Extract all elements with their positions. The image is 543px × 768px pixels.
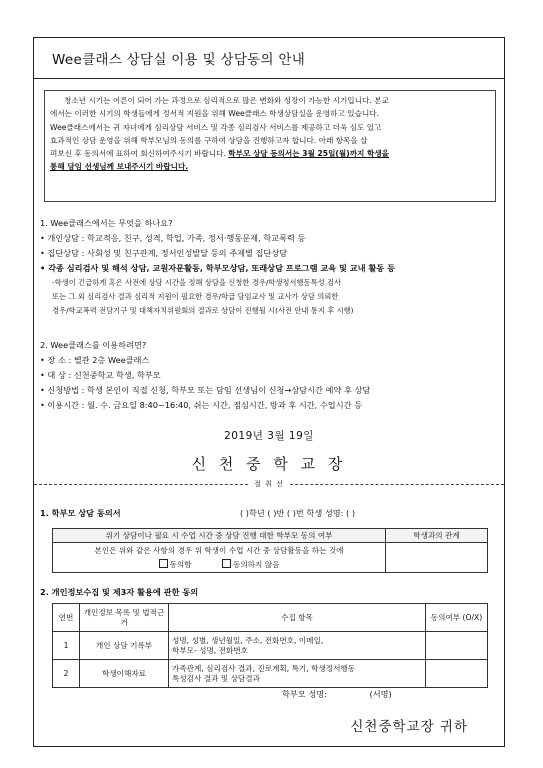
row-collect (169, 660, 426, 688)
parent-name-label: 학부모 성명: (282, 689, 327, 699)
list-item-detail: 또는 그 외 심리검사 결과 심리적 지원이 필요한 경우/학급 담임교사 및 교사가 상담 의뢰한 (52, 292, 339, 301)
row-collect-line: 학부모- 성명, 전화번호 (172, 645, 249, 655)
privacy-table (52, 603, 488, 688)
row-no: 1 (53, 632, 80, 660)
row-agree-cell[interactable] (426, 632, 488, 660)
parent-signature-line (282, 689, 392, 699)
title-divider (34, 78, 504, 79)
row-collect-line: 특성검사 결과 및 상담결과 (172, 673, 260, 683)
cut-label: 절 취 선 (248, 480, 290, 488)
consent-table-header: 위기 상담이나 필요 시 수업 시간 중 상담 진행 대한 학부모 동의 여부 (53, 529, 386, 543)
header-no: 연번 (53, 604, 80, 632)
header-item: 개인정보 목록 및 법적근거 (80, 604, 169, 632)
relationship-input-cell[interactable] (386, 543, 488, 573)
row-collect (169, 632, 426, 660)
list-item: • 신청방법 : 학생 본인이 직접 신청, 학부모 또는 담임 선생님이 신청→상담시간 예약 후 상담 (40, 385, 371, 395)
intro-deadline-bold: 학부모 상담 동의서는 3월 25일(월)까지 학생을 (228, 149, 390, 159)
intro-line (50, 160, 490, 173)
school-principal-signature: 신 천 중 학 교 장 (191, 455, 347, 473)
row-agree-cell[interactable] (426, 660, 488, 688)
list-item: • 대 상 : 신천중학교 학생, 학부모 (40, 370, 161, 380)
consent-statement: 본인은 위와 같은 사항의 경우 위 학생이 수업 시간 중 상담활동을 하는 것에 (94, 546, 344, 556)
table-row (53, 632, 488, 660)
consent-heading: 1. 학부모 상담 동의서 (40, 508, 121, 518)
agree-label: 동의함 (169, 559, 192, 569)
intro-line: 효과적인 상담 운영을 위해 학부모님의 동의를 구하여 상담을 진행하고자 합니다. 아래 항목을 살 (50, 135, 368, 145)
privacy-heading: 2. 개인정보수집 및 제3자 활용에 관한 동의 (40, 587, 199, 597)
intro-line: Wee클래스에서는 귀 자녀에게 심리상담 서비스 및 각종 심리검사 서비스를 제공하고 더욱 심도 있고 (50, 122, 382, 132)
section-heading: 1. Wee클래스에서는 무엇을 하나요? (40, 218, 173, 228)
student-info-fields[interactable]: ( )학년 ( )반 ( )번 학생 성명: ( ) (240, 508, 356, 518)
row-item: 개인 상담 기록부 (80, 632, 169, 660)
cut-label-wrap (34, 478, 504, 489)
section-how (40, 338, 370, 413)
header-agree: 동의여부 (O/X) (426, 604, 488, 632)
addressee: 신천중학교장 귀하 (350, 719, 468, 735)
intro-line-text: 펴보신 후 동의서에 표하여 회신하여주시기 바랍니다. (50, 149, 226, 159)
list-item-detail: 경우/학교폭력 전담기구 및 대책자치위원회의 결과로 상담이 진행될 시(사전 안내 통지 후 시행) (52, 306, 354, 315)
page-title: Wee클래스 상담실 이용 및 상담동의 안내 (52, 52, 306, 68)
intro-box (44, 90, 496, 202)
list-item-detail: -학생이 긴급하게 혹은 사전에 상담 시간을 정해 상담을 신청한 경우/학생정서행동특성 검사 (52, 278, 342, 287)
parent-signature-field[interactable]: (서명) (369, 689, 392, 699)
section-heading: 2. Wee클래스를 이용하려면? (40, 340, 147, 350)
disagree-label: 동의하지 않음 (233, 559, 280, 569)
intro-line (50, 147, 490, 160)
consent-options (54, 559, 384, 569)
document-page (33, 37, 505, 747)
header-collect: 수집 항목 (169, 604, 426, 632)
agree-option[interactable] (159, 560, 192, 569)
consent-heading-row (40, 508, 494, 518)
intro-line: 청소년 시기는 어른이 되어 가는 과정으로 심리적으로 많은 변화와 성장이 가능한 시기입니다. 본교 (64, 96, 389, 105)
row-collect-line: 가족관계, 심리검사 결과, 진로계획, 특기, 학생정서행동 (172, 664, 356, 674)
table-row (53, 660, 488, 688)
agree-checkbox[interactable] (159, 559, 168, 568)
notice-date: 2019년 3월 19일 (224, 430, 314, 442)
intro-deadline-bold-2: 통해 담임 선생님께 보내주시기 바랍니다. (50, 162, 189, 172)
list-item: • 집단상담 : 사회성 및 친구관계, 정서인성발달 등의 주제별 집단상담 (40, 248, 288, 258)
consent-table-body (53, 543, 386, 573)
relationship-header: 학생과의 관계 (386, 529, 488, 543)
list-item: • 개인상담 : 학교적응, 친구, 성격, 학업, 가족, 정서·행동문제, 학교폭력 등 (40, 233, 306, 243)
row-collect-line: 성명, 성별, 생년월일, 주소, 전화번호, 이메일, (172, 636, 324, 646)
list-item: • 이용시간 : 월. 수. 금요일 8:40~16:40, 쉬는 시간, 점심시간, 방과 후 시간, 수업시간 등 (40, 400, 363, 410)
row-no: 2 (53, 660, 80, 688)
disagree-checkbox[interactable] (222, 559, 231, 568)
disagree-option[interactable] (222, 560, 279, 569)
list-item: • 각종 심리검사 및 해석 상담, 교원자문활동, 학부모상담, 또래상담 프로그램 교육 및 교내 활동 등 (40, 263, 396, 273)
list-item: • 장 소 : 별관 2층 Wee클래스 (40, 355, 150, 365)
intro-line: 에서는 이러한 시기의 학생들에게 정서적 지원을 위해 Wee클래스 학생상담실을 운영하고 있습니다. (50, 109, 380, 119)
row-item: 학생이해자료 (80, 660, 169, 688)
consent-table (52, 528, 488, 573)
section-what (40, 216, 395, 318)
